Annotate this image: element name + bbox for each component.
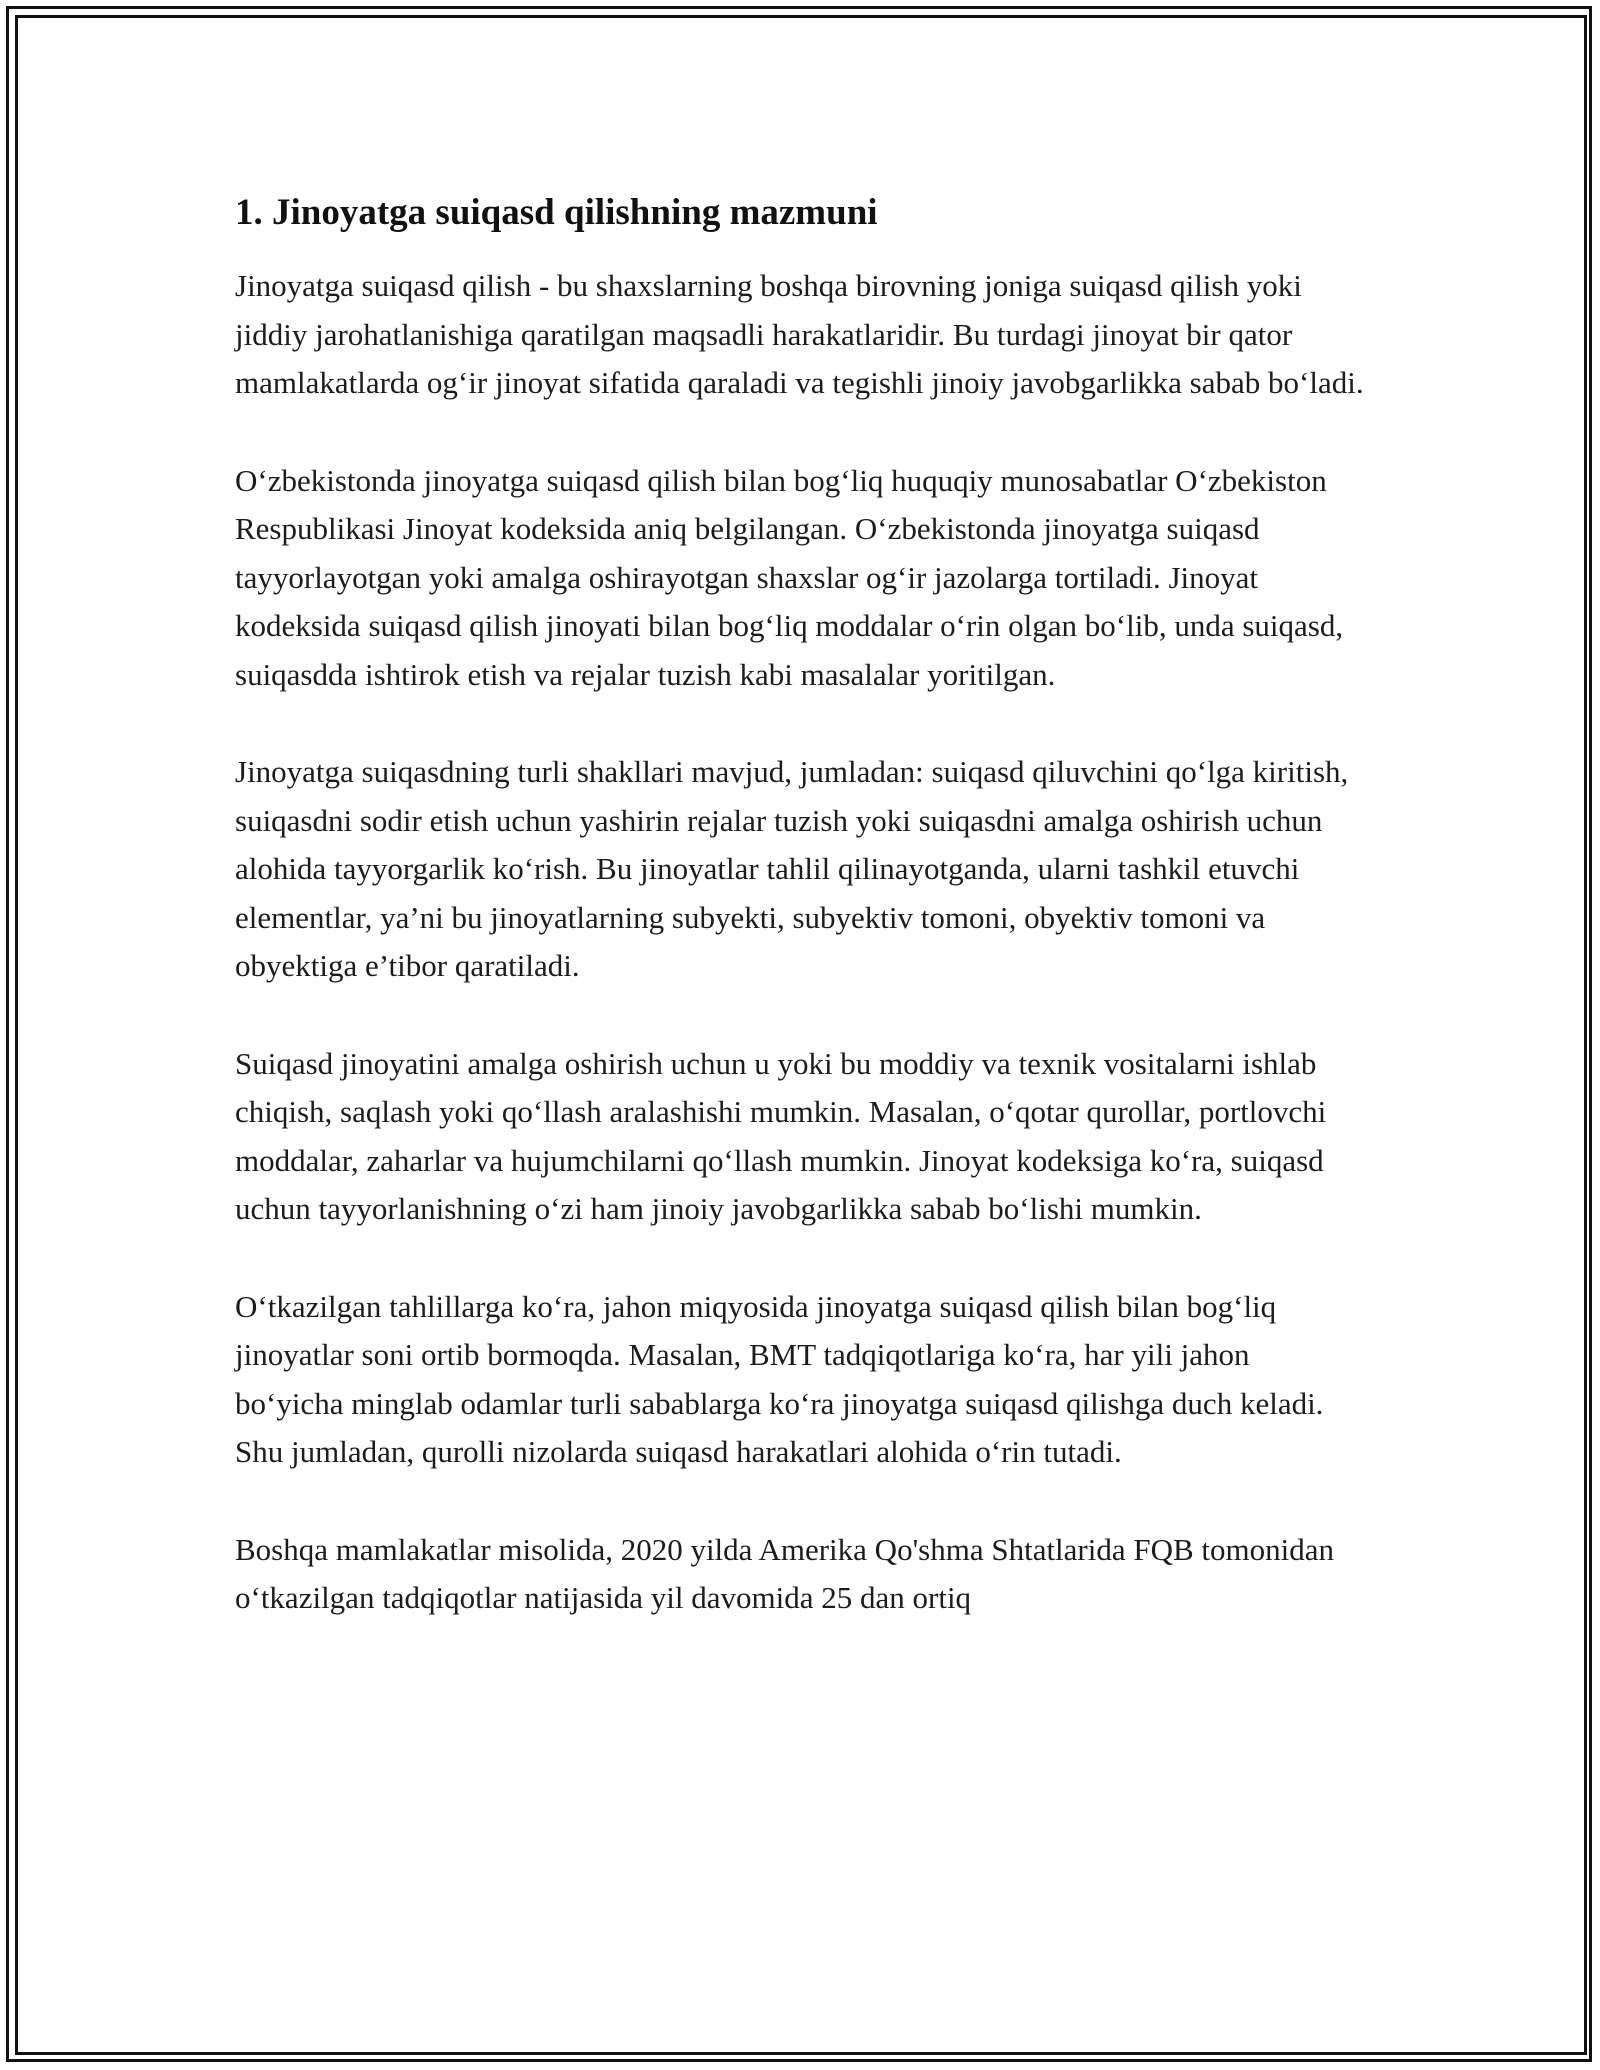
section-heading: 1. Jinoyatga suiqasd qilishning mazmuni bbox=[235, 192, 878, 233]
paragraph-6: Boshqa mamlakatlar misolida, 2020 yilda Amerika Qo'shma Shtatlarida FQB tomonidan o‘tkazilgan tadqiqotlar natijasida yil davomida 25 dan ortiq bbox=[235, 1531, 1335, 1615]
document-body bbox=[235, 186, 1365, 1672]
paragraph-4: Suiqasd jinoyatini amalga oshirish uchun u yoki bu moddiy va texnik vositalarni ishlab chiqish, saqlash yoki qo‘llash aralashishi mumkin. Masalan, o‘qotar qurollar, portlovchi moddalar, zaharlar va hujumchilarni qo‘llash mumkin. Jinoyat kodeksiga ko‘ra, suiqasd uchun tayyorlanishning o‘zi ham jinoiy javobgarlikka sabab bo‘lishi mumkin. bbox=[235, 1045, 1327, 1226]
paragraph-1: Jinoyatga suiqasd qilish - bu shaxslarning boshqa birovning joniga suiqasd qilish yoki jiddiy jarohatlanishiga qaratilgan maqsadli harakatlaridir. Bu turdagi jinoyat bir qator mamlakatlarda og‘ir jinoyat sifatida qaraladi va tegishli jinoiy javobgarlikka sabab bo‘ladi. bbox=[235, 268, 1364, 400]
paragraph-2: O‘zbekistonda jinoyatga suiqasd qilish bilan bog‘liq huquqiy munosabatlar O‘zbekiston Respublikasi Jinoyat kodeksida aniq belgilangan. O‘zbekistonda jinoyatga suiqasd tayyorlayotgan yoki amalga oshirayotgan shaxslar og‘ir jazolarga tortiladi. Jinoyat kodeksida suiqasd qilish jinoyati bilan bog‘liq moddalar o‘rin olgan bo‘lib, unda suiqasd, suiqasdda ishtirok etish va rejalar tuzish kabi masalalar yoritilgan. bbox=[235, 462, 1344, 692]
paragraph-3: Jinoyatga suiqasdning turli shakllari mavjud, jumladan: suiqasd qiluvchini qo‘lga kiritish, suiqasdni sodir etish uchun yashirin rejalar tuzish yoki suiqasdni amalga oshirish uchun alohida tayyorgarlik ko‘rish. Bu jinoyatlar tahlil qilinayotganda, ularni tashkil etuvchi elementlar, ya’ni bu jinoyatlarning subyekti, subyektiv tomoni, obyektiv tomoni va obyektiga e’tibor qaratiladi. bbox=[235, 754, 1349, 983]
paragraph-5: O‘tkazilgan tahlillarga ko‘ra, jahon miqyosida jinoyatga suiqasd qilish bilan bog‘liq jinoyatlar soni ortib bormoqda. Masalan, BMT tadqiqotlariga ko‘ra, har yili jahon bo‘yicha minglab odamlar turli sabablarga ko‘ra jinoyatga suiqasd qilishga duch keladi. Shu jumladan, qurolli nizolarda suiqasd harakatlari alohida o‘rin tutadi. bbox=[235, 1288, 1324, 1469]
